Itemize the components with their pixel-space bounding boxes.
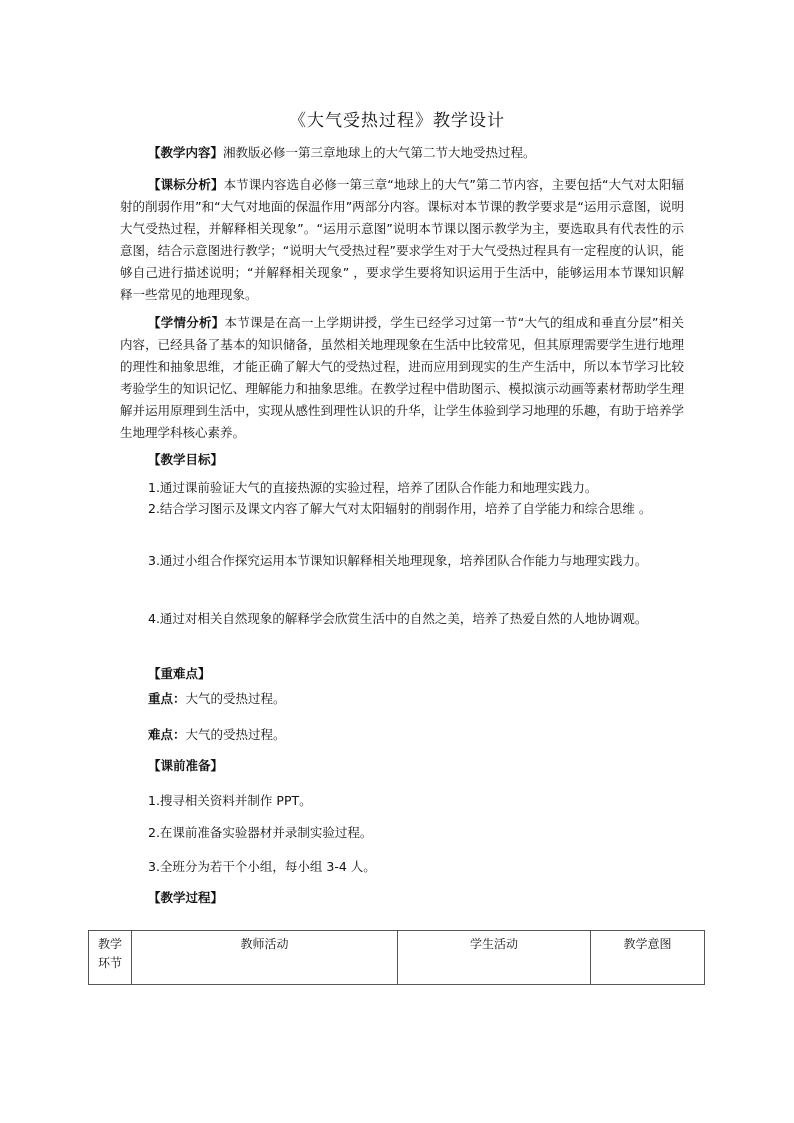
key-difficulty-label: 难点： xyxy=(148,727,186,742)
curriculum-analysis-label: 【课标分析】 xyxy=(148,177,224,192)
key-focus-label: 重点： xyxy=(148,691,186,706)
key-focus-text: 大气的受热过程。 xyxy=(185,691,286,706)
table-header-cell: 教师活动 xyxy=(132,931,398,985)
table-header-cell: 学生活动 xyxy=(398,931,591,985)
table-row xyxy=(89,931,705,985)
table-header-cell: 教学环节 xyxy=(89,931,132,985)
student-analysis-text: 本节课是在高一上学期讲授，学生已经学习过第一节“大气的组成和垂直分层”相关内容，已经具备了基本的知识储备，虽然相关地理现象在生活中比较常见，但其原理需要学生进行地理的理性和抽象思维，才能正确了解大气的受热过程，进而应用到现实的生产生活中，所以本节学习比较考验学生的知识记忆、理解能力和抽象思维。在教学过程中借助图示、模拟演示动画等素材帮助学生理解并运用原理到生活中，实现从感性到理性认识的升华，让学生体验到学习地理的乐趣，有助于培养学生地理学科核心素养。 xyxy=(120,315,684,440)
teaching-content-label: 【教学内容】 xyxy=(148,145,224,160)
document-title: 《大气受热过程》教学设计 xyxy=(289,111,505,131)
key-focus-line xyxy=(148,688,286,710)
goal-item: 2.结合学习图示及课文内容了解大气对太阳辐射的削弱作用，培养了自学能力和综合思维 。 xyxy=(148,501,652,516)
prep-item: 2.在课前准备实验器材并录制实验过程。 xyxy=(148,825,373,840)
process-table xyxy=(88,930,705,985)
process-heading: 【教学过程】 xyxy=(148,890,224,905)
student-analysis-label: 【学情分析】 xyxy=(148,315,225,330)
goal-item: 4.通过对相关自然现象的解释学会欣赏生活中的自然之美，培养了热爱自然的人地协调观。 xyxy=(148,611,648,626)
student-analysis-paragraph xyxy=(120,312,684,444)
key-points-heading: 【重难点】 xyxy=(148,666,211,681)
goal-item: 3.通过小组合作探究运用本节课知识解释相关地理现象，培养团队合作能力与地理实践力。 xyxy=(148,553,648,568)
goal-item: 1.通过课前验证大气的直接热源的实验过程，培养了团队合作能力和地理实践力。 xyxy=(148,480,598,495)
curriculum-analysis-text: 本节课内容选自必修一第三章“地球上的大气”第二节内容，主要包括“大气对太阳辐射的削弱作用”和“大气对地面的保温作用”两部分内容。课标对本节课的教学要求是“运用示意图，说明大气受热过程，并解释相关现象”。“运用示意图”说明本节课以图示教学为主，要选取具有代表性的示意图，结合示意图进行教学；“说明大气受热过程”要求学生对于大气受热过程具有一定程度的认识，能够自己进行描述说明；“并解释相关现象” ，要求学生要将知识运用于生活中，能够运用本节课知识解释一些常见的地理现象。 xyxy=(120,177,684,302)
prep-item: 1.搜寻相关资料并制作 PPT。 xyxy=(148,793,312,808)
teaching-content-paragraph xyxy=(120,142,684,164)
teaching-goals-heading: 【教学目标】 xyxy=(148,452,224,467)
key-difficulty-line xyxy=(148,724,286,746)
preparation-heading: 【课前准备】 xyxy=(148,758,224,773)
key-difficulty-text: 大气的受热过程。 xyxy=(185,727,286,742)
teaching-content-text: 湘教版必修一第三章地球上的大气第二节大地受热过程。 xyxy=(223,145,536,160)
curriculum-analysis-paragraph xyxy=(120,174,684,306)
prep-item: 3.全班分为若干个小组，每小组 3-4 人。 xyxy=(148,859,376,874)
table-header-cell: 教学意图 xyxy=(591,931,705,985)
